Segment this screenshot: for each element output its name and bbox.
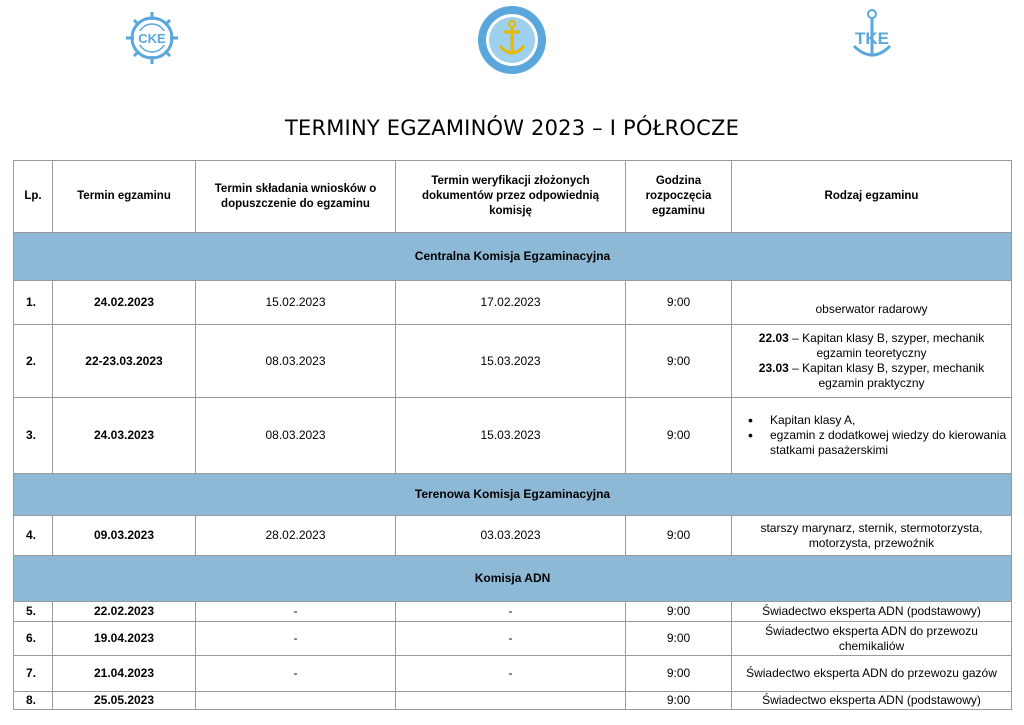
- header-godzina: Godzina rozpoczęcia egzaminu: [626, 161, 732, 233]
- cell-weryfikacja: -: [396, 602, 626, 622]
- exam-bullet-list: [736, 413, 1007, 458]
- cell-lp: 7.: [14, 656, 53, 692]
- cell-godzina: 9:00: [626, 622, 732, 656]
- cell-wnioski: 15.02.2023: [196, 281, 396, 325]
- cell-wnioski: 08.03.2023: [196, 325, 396, 398]
- cell-rodzaj: Świadectwo eksperta ADN do przewozu gazów: [732, 656, 1012, 692]
- cell-lp: 3.: [14, 398, 53, 474]
- table-row: [14, 516, 1012, 556]
- exam-part: 23.03 – Kapitan klasy B, szyper, mechanik egzamin praktyczny: [758, 361, 985, 390]
- seal-logo-icon: [476, 4, 548, 76]
- table-row: [14, 622, 1012, 656]
- cell-rodzaj: Świadectwo eksperta ADN (podstawowy): [732, 692, 1012, 710]
- section-row-central: [14, 233, 1012, 281]
- cell-termin: 22.02.2023: [53, 602, 196, 622]
- section-row-terenowa: [14, 474, 1012, 516]
- cell-weryfikacja: [396, 692, 626, 710]
- table-row: [14, 281, 1012, 325]
- svg-text:TKE: TKE: [855, 29, 889, 48]
- cell-termin: 24.03.2023: [53, 398, 196, 474]
- cell-weryfikacja: 15.03.2023: [396, 398, 626, 474]
- cell-godzina: 9:00: [626, 692, 732, 710]
- section-label: Centralna Komisja Egzaminacyjna: [14, 233, 1012, 281]
- cke-logo-icon: [120, 8, 184, 68]
- list-item: • Kapitan klasy A,: [744, 413, 1007, 428]
- table-row: [14, 398, 1012, 474]
- cell-wnioski: -: [196, 656, 396, 692]
- cell-termin: 09.03.2023: [53, 516, 196, 556]
- cell-rodzaj: starszy marynarz, sternik, stermotorzysta, motorzysta, przewoźnik: [732, 516, 1012, 556]
- table-row: [14, 656, 1012, 692]
- cell-wnioski: 28.02.2023: [196, 516, 396, 556]
- cell-wnioski: 08.03.2023: [196, 398, 396, 474]
- cell-lp: 1.: [14, 281, 53, 325]
- cell-wnioski: [196, 692, 396, 710]
- cell-rodzaj: Świadectwo eksperta ADN do przewozu chemikaliów: [732, 622, 1012, 656]
- cell-weryfikacja: 15.03.2023: [396, 325, 626, 398]
- cell-lp: 4.: [14, 516, 53, 556]
- cell-lp: 2.: [14, 325, 53, 398]
- cell-godzina: 9:00: [626, 398, 732, 474]
- list-item: • egzamin z dodatkowej wiedzy do kierowania statkami pasażerskimi: [744, 428, 1007, 458]
- cell-rodzaj: [732, 398, 1012, 474]
- exam-schedule-table: [13, 160, 1012, 710]
- section-label: Terenowa Komisja Egzaminacyjna: [14, 474, 1012, 516]
- cell-rodzaj: obserwator radarowy: [732, 281, 1012, 325]
- header-termin: Termin egzaminu: [53, 161, 196, 233]
- cell-lp: 5.: [14, 602, 53, 622]
- cell-godzina: 9:00: [626, 656, 732, 692]
- header-wnioski: Termin składania wniosków o dopuszczenie do egzaminu: [196, 161, 396, 233]
- table-row: [14, 325, 1012, 398]
- header-lp: Lp.: [14, 161, 53, 233]
- cell-godzina: 9:00: [626, 325, 732, 398]
- cell-rodzaj: [732, 325, 1012, 398]
- logo-bar: [0, 0, 1024, 90]
- svg-text:CKE: CKE: [138, 31, 166, 46]
- cell-godzina: 9:00: [626, 602, 732, 622]
- exam-part: 22.03 – Kapitan klasy B, szyper, mechanik egzamin teoretyczny: [758, 331, 985, 360]
- table-row: [14, 692, 1012, 710]
- tke-logo-icon: [848, 8, 896, 62]
- cell-godzina: 9:00: [626, 516, 732, 556]
- cell-wnioski: -: [196, 622, 396, 656]
- section-label: Komisja ADN: [14, 556, 1012, 602]
- table-header-row: [14, 161, 1012, 233]
- cell-weryfikacja: 03.03.2023: [396, 516, 626, 556]
- cell-godzina: 9:00: [626, 281, 732, 325]
- page-title: TERMINY EGZAMINÓW 2023 – I PÓŁROCZE: [284, 116, 740, 140]
- cell-termin: 24.02.2023: [53, 281, 196, 325]
- cell-termin: 19.04.2023: [53, 622, 196, 656]
- cell-weryfikacja: 17.02.2023: [396, 281, 626, 325]
- header-weryfikacja: Termin weryfikacji złożonych dokumentów przez odpowiednią komisję: [396, 161, 626, 233]
- cell-lp: 8.: [14, 692, 53, 710]
- cell-lp: 6.: [14, 622, 53, 656]
- cell-termin: 21.04.2023: [53, 656, 196, 692]
- cell-termin: 22-23.03.2023: [53, 325, 196, 398]
- cell-wnioski: -: [196, 602, 396, 622]
- table-row: [14, 602, 1012, 622]
- header-rodzaj: Rodzaj egzaminu: [732, 161, 1012, 233]
- cell-weryfikacja: -: [396, 656, 626, 692]
- cell-weryfikacja: -: [396, 622, 626, 656]
- cell-rodzaj: Świadectwo eksperta ADN (podstawowy): [732, 602, 1012, 622]
- cell-termin: 25.05.2023: [53, 692, 196, 710]
- section-row-adn: [14, 556, 1012, 602]
